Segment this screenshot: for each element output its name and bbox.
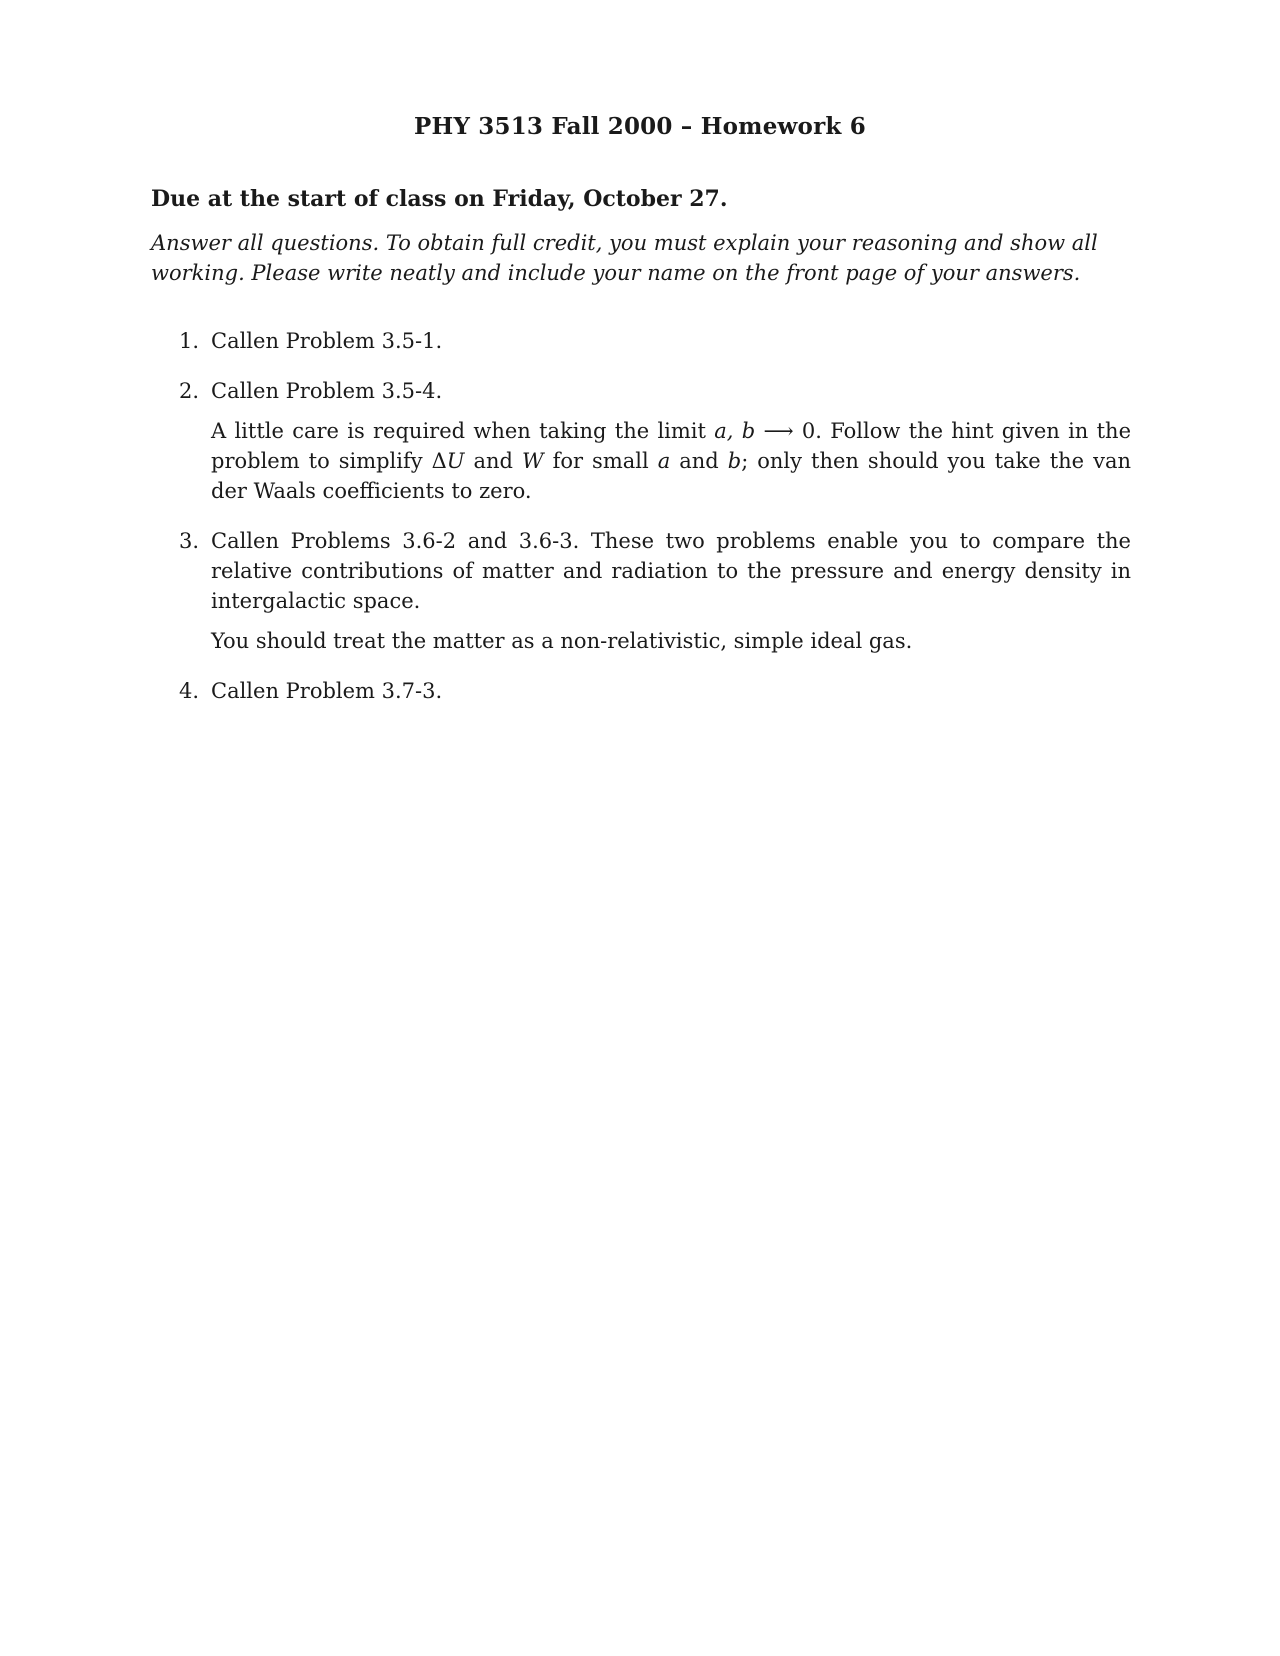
problem-text: Callen Problems 3.6-2 and 3.6-3. These two problems enable you to compare the relative contributions of matter and radiation to the pressure and energy density in intergalactic space. bbox=[211, 529, 1131, 613]
problem-item-1 bbox=[151, 326, 1131, 356]
math-variable: W bbox=[522, 449, 544, 473]
problem-item-2 bbox=[151, 376, 1131, 506]
instructions-line-2: working. Please write neatly and include your name on the front page of your answers. bbox=[151, 261, 1081, 285]
problem-text: Callen Problem 3.7-3. bbox=[211, 679, 443, 703]
instructions bbox=[151, 228, 1131, 288]
instructions-line-1: Answer all questions. To obtain full credit, you must explain your reasoning and show all bbox=[151, 231, 1098, 255]
math-variable: a bbox=[657, 449, 671, 473]
page-title: PHY 3513 Fall 2000 – Homework 6 bbox=[414, 113, 866, 140]
note-text: ⟶ 0. Follow the hint given in the problem to simplify Δ bbox=[211, 419, 1131, 473]
due-date: Due at the start of class on Friday, October 27. bbox=[151, 186, 728, 212]
note-text: and bbox=[464, 449, 522, 473]
note-text: for small bbox=[543, 449, 658, 473]
problem-list bbox=[151, 326, 1131, 726]
problem-text: Callen Problem 3.5-4. bbox=[211, 379, 443, 403]
problem-text: Callen Problem 3.5-1. bbox=[211, 329, 443, 353]
math-variable: a, b bbox=[714, 419, 756, 443]
problem-number: 1. bbox=[179, 329, 200, 353]
problem-note: You should treat the matter as a non-relativistic, simple ideal gas. bbox=[211, 629, 913, 653]
problem-note bbox=[211, 416, 1131, 506]
problem-item-4 bbox=[151, 676, 1131, 706]
math-variable: U bbox=[446, 449, 465, 473]
problem-item-3 bbox=[151, 526, 1131, 656]
problem-number: 3. bbox=[179, 529, 200, 553]
note-text: ; only then should you take the van der Waals coefficients to zero. bbox=[211, 449, 1132, 503]
problem-number: 4. bbox=[179, 679, 200, 703]
note-text: A little care is required when taking the limit bbox=[211, 419, 715, 443]
note-text: and bbox=[670, 449, 728, 473]
problem-number: 2. bbox=[179, 379, 200, 403]
math-variable: b bbox=[727, 449, 742, 473]
